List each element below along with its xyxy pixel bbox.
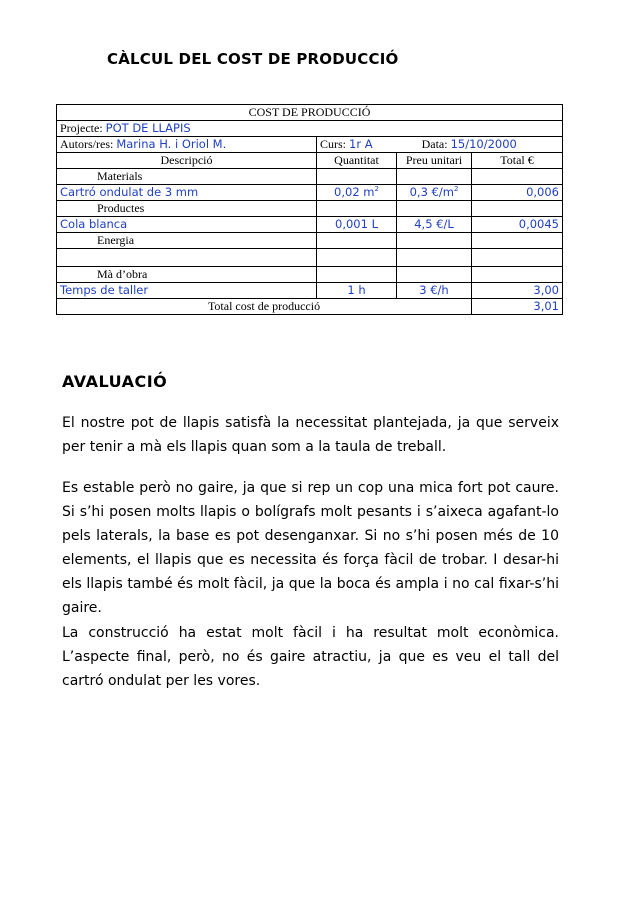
course-date-cell — [317, 137, 563, 153]
section-row-products — [57, 201, 563, 217]
row-unit-price: 4,5 €/L — [397, 217, 472, 233]
column-header-quantity: Quantitat — [317, 153, 397, 169]
table-row — [57, 283, 563, 299]
course-value: 1r A — [349, 137, 373, 151]
cost-table — [56, 104, 563, 315]
row-total: 3,00 — [472, 283, 563, 299]
column-header-row — [57, 153, 563, 169]
authors-value: Marina H. i Oriol M. — [116, 137, 227, 151]
table-row — [57, 185, 563, 201]
section-label-energy: Energia — [57, 233, 317, 249]
table-row — [57, 217, 563, 233]
project-cell — [57, 121, 563, 137]
total-value: 3,01 — [472, 299, 563, 315]
section-label-labour: Mà d’obra — [57, 267, 317, 283]
total-row — [57, 299, 563, 315]
date-value: 15/10/2000 — [450, 137, 517, 151]
evaluation-paragraph-2: Es estable però no gaire, ja que si rep un cop una mica fort pot caure. Si s’hi posen molts llapis o bolígrafs molt pesants i s’aixeca agafant-lo pels laterals, la base es pot desenganxar. Si no s’hi posen més de 10 elements, el llapis que es necessita és força fàcil de trobar. I desar-hi els llapis també és molt fàcil, ja que la boca és ampla i no cal fixar-s’hi gaire. — [62, 480, 559, 616]
section-row-labour — [57, 267, 563, 283]
table-header: COST DE PRODUCCIÓ — [57, 105, 563, 121]
row-total: 0,006 — [472, 185, 563, 201]
project-row — [57, 121, 563, 137]
row-description: Cartró ondulat de 3 mm — [57, 185, 317, 201]
row-unit-price: 3 €/h — [397, 283, 472, 299]
section-row-energy — [57, 233, 563, 249]
row-description: Temps de taller — [57, 283, 317, 299]
course-label: Curs: — [320, 137, 347, 151]
column-header-unit-price: Preu unitari — [397, 153, 472, 169]
row-quantity: 0,02 $m^2$ — [317, 185, 397, 201]
table-header-row — [57, 105, 563, 121]
section-row-materials — [57, 169, 563, 185]
row-quantity: 1 h — [317, 283, 397, 299]
row-total: 0,0045 — [472, 217, 563, 233]
authors-label: Autors/res: — [60, 137, 114, 151]
column-header-description: Descripció — [57, 153, 317, 169]
row-unit-price: 0,3 $€/m^2$ — [397, 185, 472, 201]
table-row-empty — [57, 249, 563, 267]
section-label-products: Productes — [57, 201, 317, 217]
total-label: Total cost de producció — [57, 299, 472, 315]
section-label-materials: Materials — [57, 169, 317, 185]
project-value: POT DE LLAPIS — [105, 121, 191, 135]
row-description: Cola blanca — [57, 217, 317, 233]
column-header-total: Total € — [472, 153, 563, 169]
authors-cell — [57, 137, 317, 153]
date-label: Data: — [421, 137, 448, 151]
evaluation-paragraph-1: El nostre pot de llapis satisfà la necessitat plantejada, ja que serveix per tenir a mà els llapis quan som a la taula de treball. — [62, 415, 559, 455]
evaluation-paragraph-3: La construcció ha estat molt fàcil i ha resultat molt econòmica. L’aspecte final, però, no és gaire atractiu, ja que es veu el tall del cartró ondulat per les vores. — [62, 625, 559, 689]
row-quantity: 0,001 L — [317, 217, 397, 233]
document-title: CÀLCUL DEL COST DE PRODUCCIÓ — [107, 50, 399, 68]
authors-row — [57, 137, 563, 153]
evaluation-heading: AVALUACIÓ — [62, 372, 168, 391]
project-label: Projecte: — [60, 121, 103, 135]
